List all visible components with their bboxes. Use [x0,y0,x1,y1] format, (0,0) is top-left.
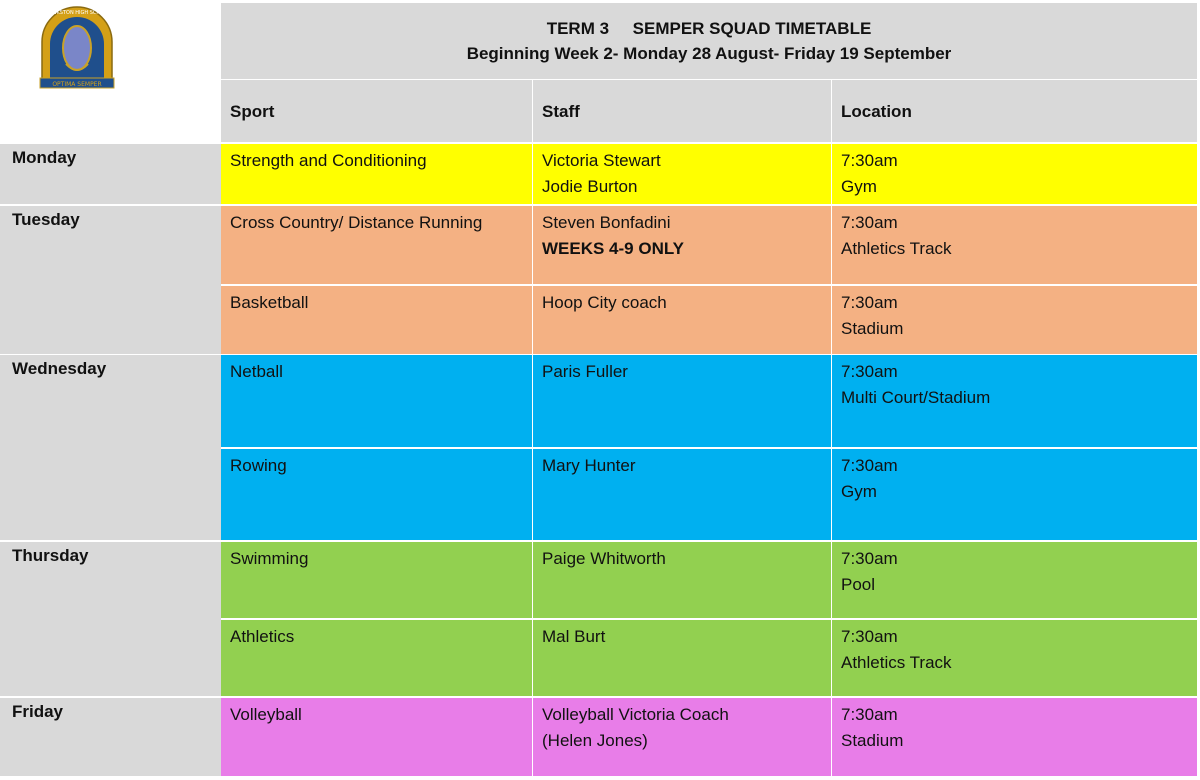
staff-name: Hoop City coach [542,293,667,312]
session-time: 7:30am [841,293,898,312]
staff-name: Mal Burt [542,627,606,646]
staff-cell [533,698,832,776]
staff-cell [533,620,832,696]
day-tuesday: Tuesday [0,206,221,354]
sport-cell: Netball [221,355,533,447]
staff-name: Paris Fuller [542,362,628,381]
logo-motto: OPTIMA SEMPER [52,81,102,88]
logo-cell [0,0,221,142]
staff-name: Paige Whitworth [542,549,666,568]
sport-cell: Strength and Conditioning [221,144,533,204]
sport-cell: Basketball [221,286,533,354]
staff-name: Mary Hunter [542,456,636,475]
location-name: Stadium [841,731,904,750]
location-name: Multi Court/Stadium [841,388,991,407]
location-cell [832,144,1197,204]
session-time: 7:30am [841,151,898,170]
staff-name: Jodie Burton [542,177,638,196]
session-time: 7:30am [841,362,898,381]
session-time: 7:30am [841,705,898,724]
title-line-2: Beginning Week 2- Monday 28 August- Friday 19 September [466,44,952,63]
day-wednesday: Wednesday [0,355,221,540]
staff-name: (Helen Jones) [542,731,648,750]
location-cell [832,698,1197,776]
day-friday: Friday [0,698,221,776]
column-divider [831,80,832,776]
location-name: Gym [841,482,877,501]
location-cell [832,542,1197,618]
sport-cell: Athletics [221,620,533,696]
staff-cell [533,206,832,284]
school-crest-logo [36,4,118,92]
staff-name: Volleyball Victoria Coach [542,705,729,724]
sport-cell: Volleyball [221,698,533,776]
staff-cell [533,449,832,540]
session-time: 7:30am [841,627,898,646]
day-thursday: Thursday [0,542,221,696]
session-time: 7:30am [841,549,898,568]
location-name: Gym [841,177,877,196]
location-name: Athletics Track [841,653,952,672]
sport-cell: Swimming [221,542,533,618]
location-cell [832,206,1197,284]
staff-name: Victoria Stewart [542,151,661,170]
staff-cell [533,542,832,618]
logo-top-text: FRANKSTON HIGH SCHOOL [43,10,111,16]
staff-cell [533,286,832,354]
title-line-1: TERM 3 SEMPER SQUAD TIMETABLE [546,19,872,38]
location-name: Stadium [841,319,904,338]
column-divider [532,80,533,776]
column-header-sport: Sport [221,80,533,142]
column-header-staff: Staff [533,80,832,142]
row-divider [221,79,1197,80]
location-name: Pool [841,575,876,594]
day-monday: Monday [0,144,221,204]
session-time: 7:30am [841,456,898,475]
location-cell [832,449,1197,540]
weeks-note: WEEKS 4-9 ONLY [542,239,685,258]
timetable-title [221,3,1197,79]
location-name: Athletics Track [841,239,952,258]
session-time: 7:30am [841,213,898,232]
sport-cell: Cross Country/ Distance Running [221,206,533,284]
staff-cell [533,355,832,447]
location-cell [832,286,1197,354]
staff-cell [533,144,832,204]
sport-cell: Rowing [221,449,533,540]
staff-name: Steven Bonfadini [542,213,671,232]
column-header-location: Location [832,80,1197,142]
location-cell [832,620,1197,696]
location-cell [832,355,1197,447]
